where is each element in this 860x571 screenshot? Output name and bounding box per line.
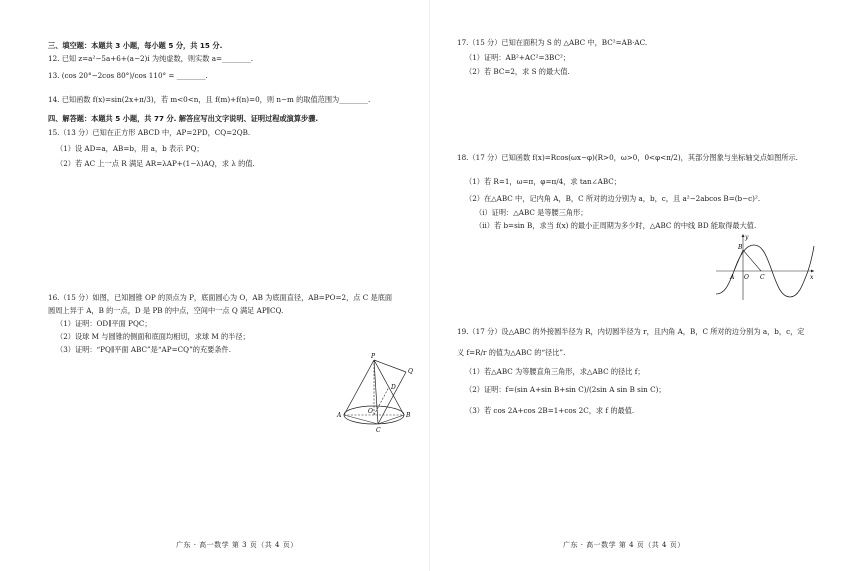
x-axis-arrow-icon [811, 270, 814, 273]
section-3-heading: 三、填空题：本题共 3 小题，每小题 5 分，共 15 分. [48, 41, 223, 50]
question-16-stem-line-1: 16.（15 分）如图，已知圆锥 OP 的顶点为 P，底面圆心为 O，AB 为底面直径，AB=PO=2，点 C 是底面 [48, 293, 393, 302]
question-14: 14. 已知函数 f(x)=sin(2x+π/3)，若 m<0<n，且 f(m)+f(n)=0，则 n−m 的取值范围为________. [48, 95, 371, 104]
question-19-part-3: （3）若 cos 2A+cos 2B=1+cos 2C，求 f 的最值. [465, 406, 635, 415]
graph-label-c: C [760, 274, 765, 281]
question-18-part-1: （1）若 R=1，ω=π，φ=π/4，求 tan∠ABC； [465, 177, 621, 186]
question-19-part-2: （2）证明：f=(sin A+sin B+sin C)/(2sin A sin B sin C)； [465, 385, 666, 394]
label-c: C [376, 427, 381, 434]
page-3-footer: 广东 · 高一数学 第 3 页（共 4 页） [176, 541, 298, 549]
question-13: 13. (cos 20°−2cos 80°)/cos 110° = ________. [48, 71, 208, 80]
question-15-part-2: （2）若 AC 上一点 R 满足 AR=λAP+(1−λ)AQ，求 λ 的值. [56, 159, 255, 168]
cone-edge-pa [344, 360, 374, 415]
question-15-stem: 15.（13 分）已知在正方形 ABCD 中，AP=2PD，CQ=2QB. [48, 128, 251, 137]
segment-cq [378, 372, 406, 424]
cone-figure [336, 352, 420, 434]
question-19-part-1: （1）若△ABC 为等腰直角三角形，求△ABC 的径比 f； [465, 367, 645, 376]
label-b: B [406, 412, 411, 419]
label-p: P [371, 353, 376, 360]
question-19-stem-line-2: 义 f=R/r 的值为△ABC 的“径比”. [457, 348, 566, 357]
graph-label-a: A [730, 274, 735, 281]
label-o: O [368, 408, 373, 415]
triangle-side-ab [734, 250, 743, 271]
question-16-part-2: （2）设球 M 与圆锥的侧面和底面均相切，求球 M 的半径； [56, 332, 250, 341]
triangle-side-bc [743, 250, 761, 271]
graph-label-y: y [745, 234, 749, 241]
segment-ac [344, 415, 378, 424]
function-graph-figure [716, 232, 816, 302]
page-4-footer: 广东 · 高一数学 第 4 页（共 4 页） [563, 541, 685, 549]
question-12: 12. 已知 z=a²−5a+6+(a−2)i 为纯虚数，则实数 a=________. [48, 54, 254, 63]
question-16-part-1: （1）证明：OD∥平面 PQC； [56, 319, 152, 328]
label-q: Q [408, 368, 413, 375]
question-19-stem-line-1: 19.（17 分）设△ABC 的外接圆半径为 R，内切圆半径为 r，且内角 A，B，C 所对的边分别为 a，b，c，定 [457, 327, 805, 336]
graph-label-o: O [744, 274, 749, 281]
section-4-heading: 四、解答题：本题共 5 小题，共 77 分. 解答应写出文字说明、证明过程或演算步骤. [48, 114, 319, 123]
label-a: A [337, 412, 342, 419]
question-18-stem: 18.（17 分）已知函数 f(x)=Rcos(ωx−φ)(R>0，ω>0，0<φ<π/2)，其部分图象与坐标轴交点如图所示. [457, 153, 798, 162]
question-17-part-2: （2）若 BC=2，求 S 的最大值. [465, 67, 570, 76]
question-17-stem: 17.（15 分）已知在面积为 S 的 △ABC 中，BC²=AB·AC. [457, 38, 648, 47]
graph-label-x: x [810, 274, 814, 281]
segment-pq [374, 360, 406, 372]
question-18-part-2-i: （i）证明：△ABC 是等腰三角形； [475, 208, 588, 217]
question-16-stem-line-2: 圆周上异于 A，B 的一点，D 是 PB 的中点，空间中一点 Q 满足 AP∥CQ. [48, 306, 284, 315]
question-18-part-2: （2）在△ABC 中，记内角 A，B，C 所对的边分别为 a，b，c，且 a²−2abcos B=(b−c)². [465, 194, 761, 203]
question-15-part-1: （1）设 AD=a，AB=b，用 a，b 表示 PQ； [56, 144, 204, 153]
question-18-part-2-ii: （ii）若 b=sin B，求当 f(x) 的最小正周期为多少时，△ABC 的中线 BD 能取得最大值. [475, 221, 757, 230]
label-d: D [391, 384, 396, 391]
question-16-part-3: （3）证明：“PQ∥平面 ABC”是“AP=CQ”的充要条件. [56, 345, 232, 354]
graph-label-b: B [738, 244, 743, 251]
page-4 [430, 0, 860, 571]
question-17-part-1: （1）证明：AB²+AC²=3BC²； [465, 53, 571, 62]
cone-edge-pb [374, 360, 404, 415]
